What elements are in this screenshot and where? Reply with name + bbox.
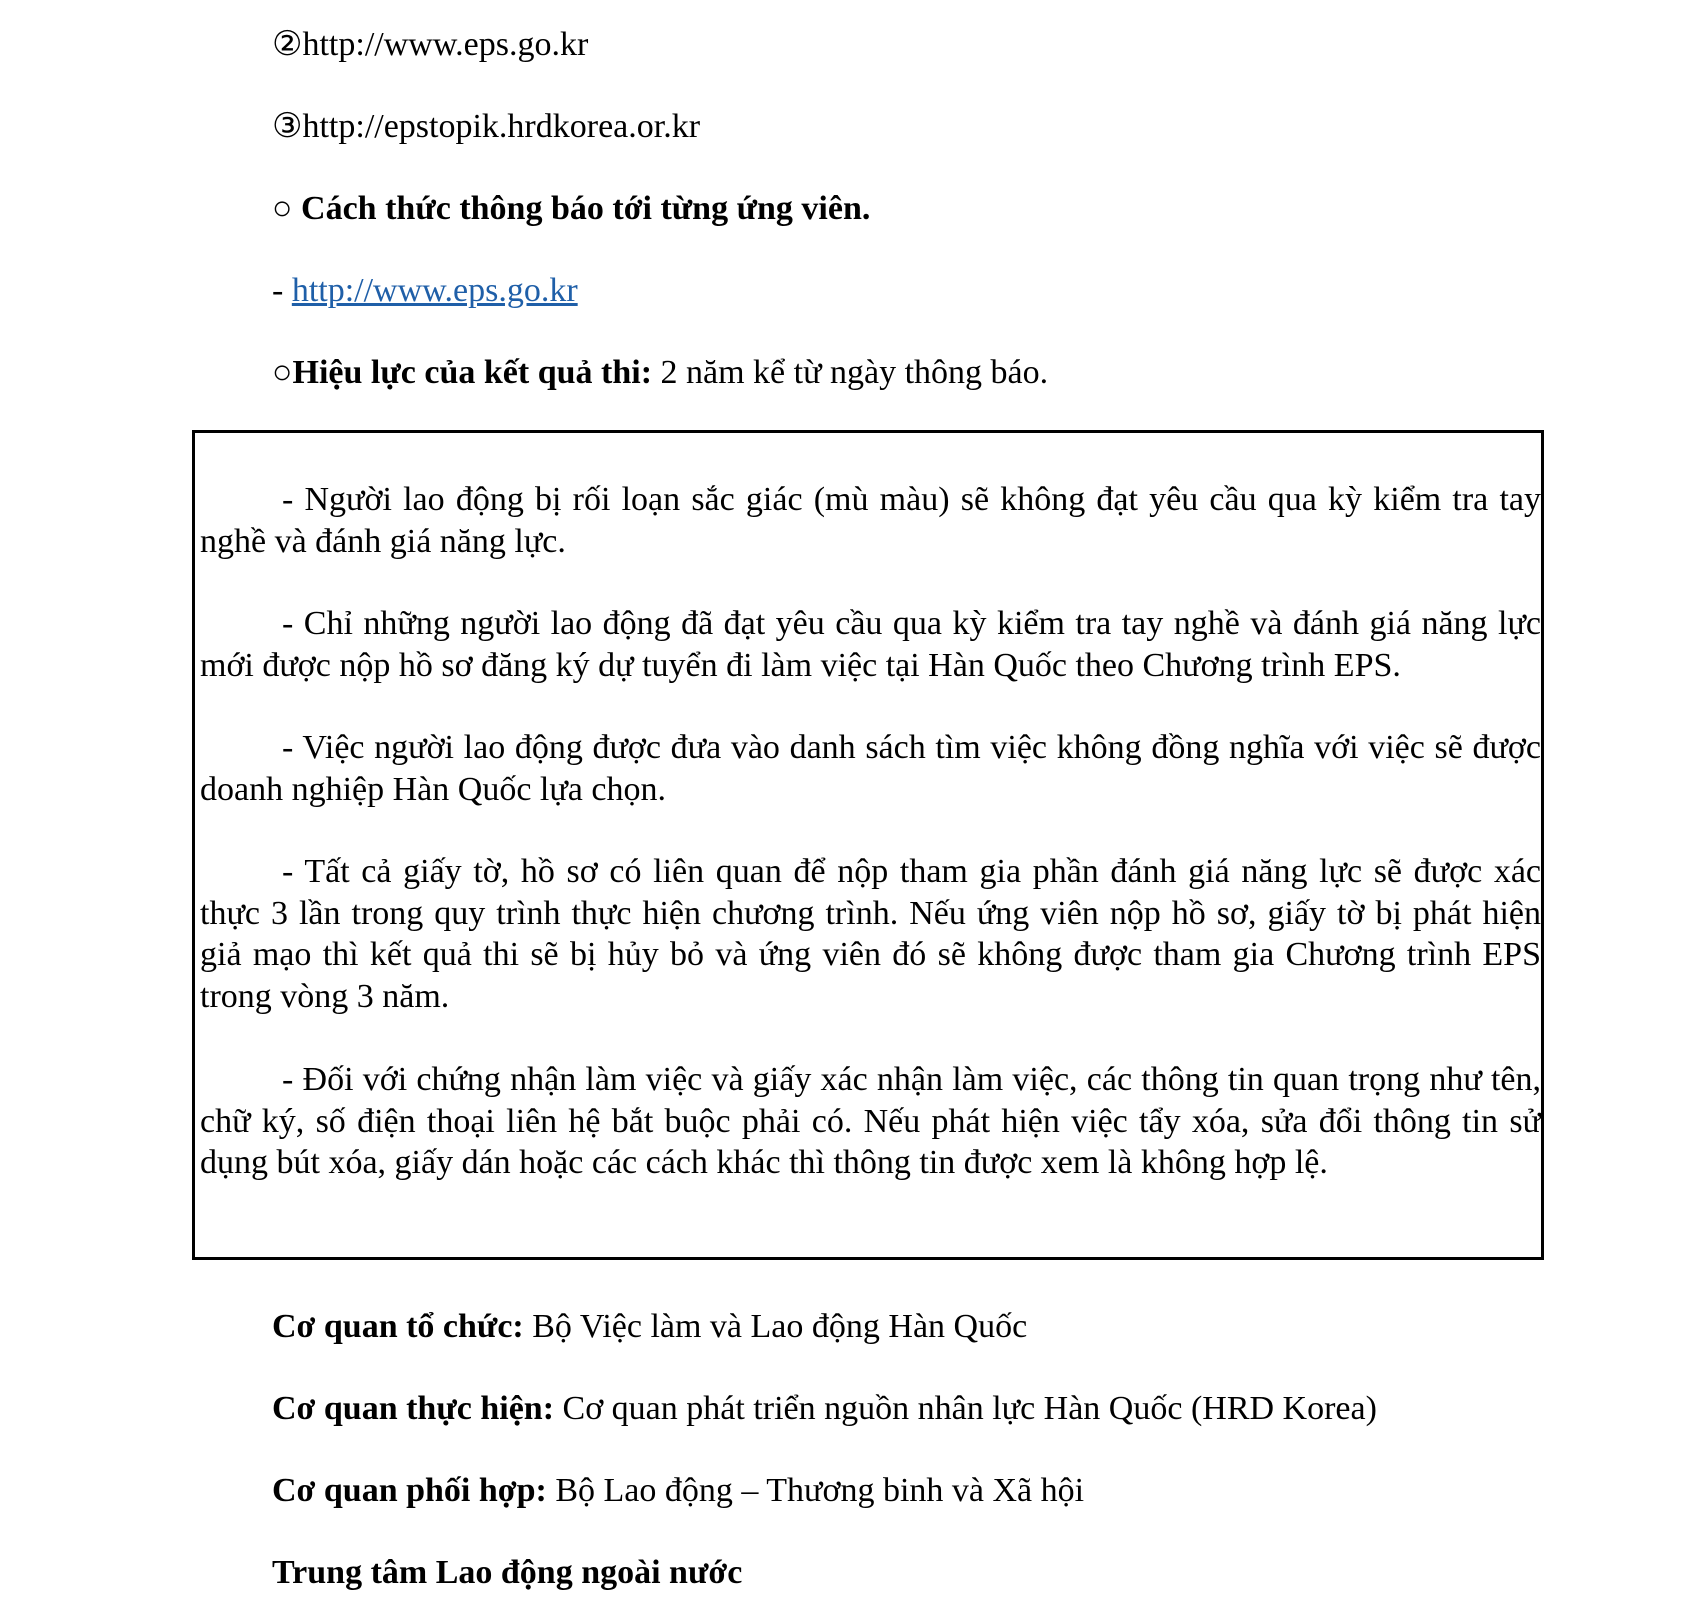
notice-item-job-seeker-list: - Việc người lao động được đưa vào danh sách tìm việc không đồng nghĩa với việc sẽ được doanh nghiệp Hàn Quốc lựa chọn. [200,729,1541,808]
notice-item-eligibility: - Chỉ những người lao động đã đạt yêu cầu qua kỳ kiểm tra tay nghề và đánh giá năng lực mới được nộp hồ sơ đăng ký dự tuyển đi làm việc tại Hàn Quốc theo Chương trình EPS. [200,605,1541,684]
notice-item-document-verification: - Tất cả giấy tờ, hồ sơ có liên quan để nộp tham gia phần đánh giá năng lực sẽ được xác thực 3 lần trong quy trình thực hiện chương trình. Nếu ứng viên nộp hồ sơ, giấy tờ bị phát hiện giả mạo thì kết quả thi sẽ bị hủy bỏ và ứng viên đó sẽ không được tham gia Chương trình EPS trong vòng 3 năm. [200,853,1541,1015]
notice-box [192,430,1544,1260]
implementer-value: Cơ quan phát triển nguồn nhân lực Hàn Quốc (HRD Korea) [554,1390,1377,1427]
overseas-labour-center: Trung tâm Lao động ngoài nước [272,1554,743,1591]
implementer-label: Cơ quan thực hiện: [272,1390,555,1427]
notice-item-colorblind: - Người lao động bị rối loạn sắc giác (mù màu) sẽ không đạt yêu cầu qua kỳ kiểm tra tay nghề và đánh giá năng lực. [200,481,1541,560]
result-validity [272,353,1048,393]
coordinator [272,1471,1084,1511]
organizer-label: Cơ quan tổ chức: [272,1308,524,1345]
validity-value: 2 năm kể từ ngày thông báo. [652,354,1049,391]
website-3: ③http://epstopik.hrdkorea.or.kr [272,108,701,145]
website-2: ②http://www.eps.go.kr [272,26,589,63]
implementer [272,1389,1377,1429]
coordinator-value: Bộ Lao động – Thương binh và Xã hội [546,1472,1085,1509]
notice-item-work-certificate: - Đối với chứng nhận làm việc và giấy xác nhận làm việc, các thông tin quan trọng như tên, chữ ký, số điện thoại liên hệ bắt buộc phải có. Nếu phát hiện việc tẩy xóa, sửa đổi thông tin sử dụng bút xóa, giấy dán hoặc các cách khác thì thông tin được xem là không hợp lệ. [200,1061,1541,1181]
notification-heading: ○ Cách thức thông báo tới từng ứng viên. [272,190,871,227]
validity-label: ○Hiệu lực của kết quả thi: [272,354,653,391]
notification-method [272,271,578,311]
organizer [272,1307,1027,1347]
coordinator-label: Cơ quan phối hợp: [272,1472,547,1509]
list-dash: - [272,272,292,309]
eps-link[interactable]: http://www.eps.go.kr [291,272,578,309]
organizer-value: Bộ Việc làm và Lao động Hàn Quốc [523,1308,1028,1345]
